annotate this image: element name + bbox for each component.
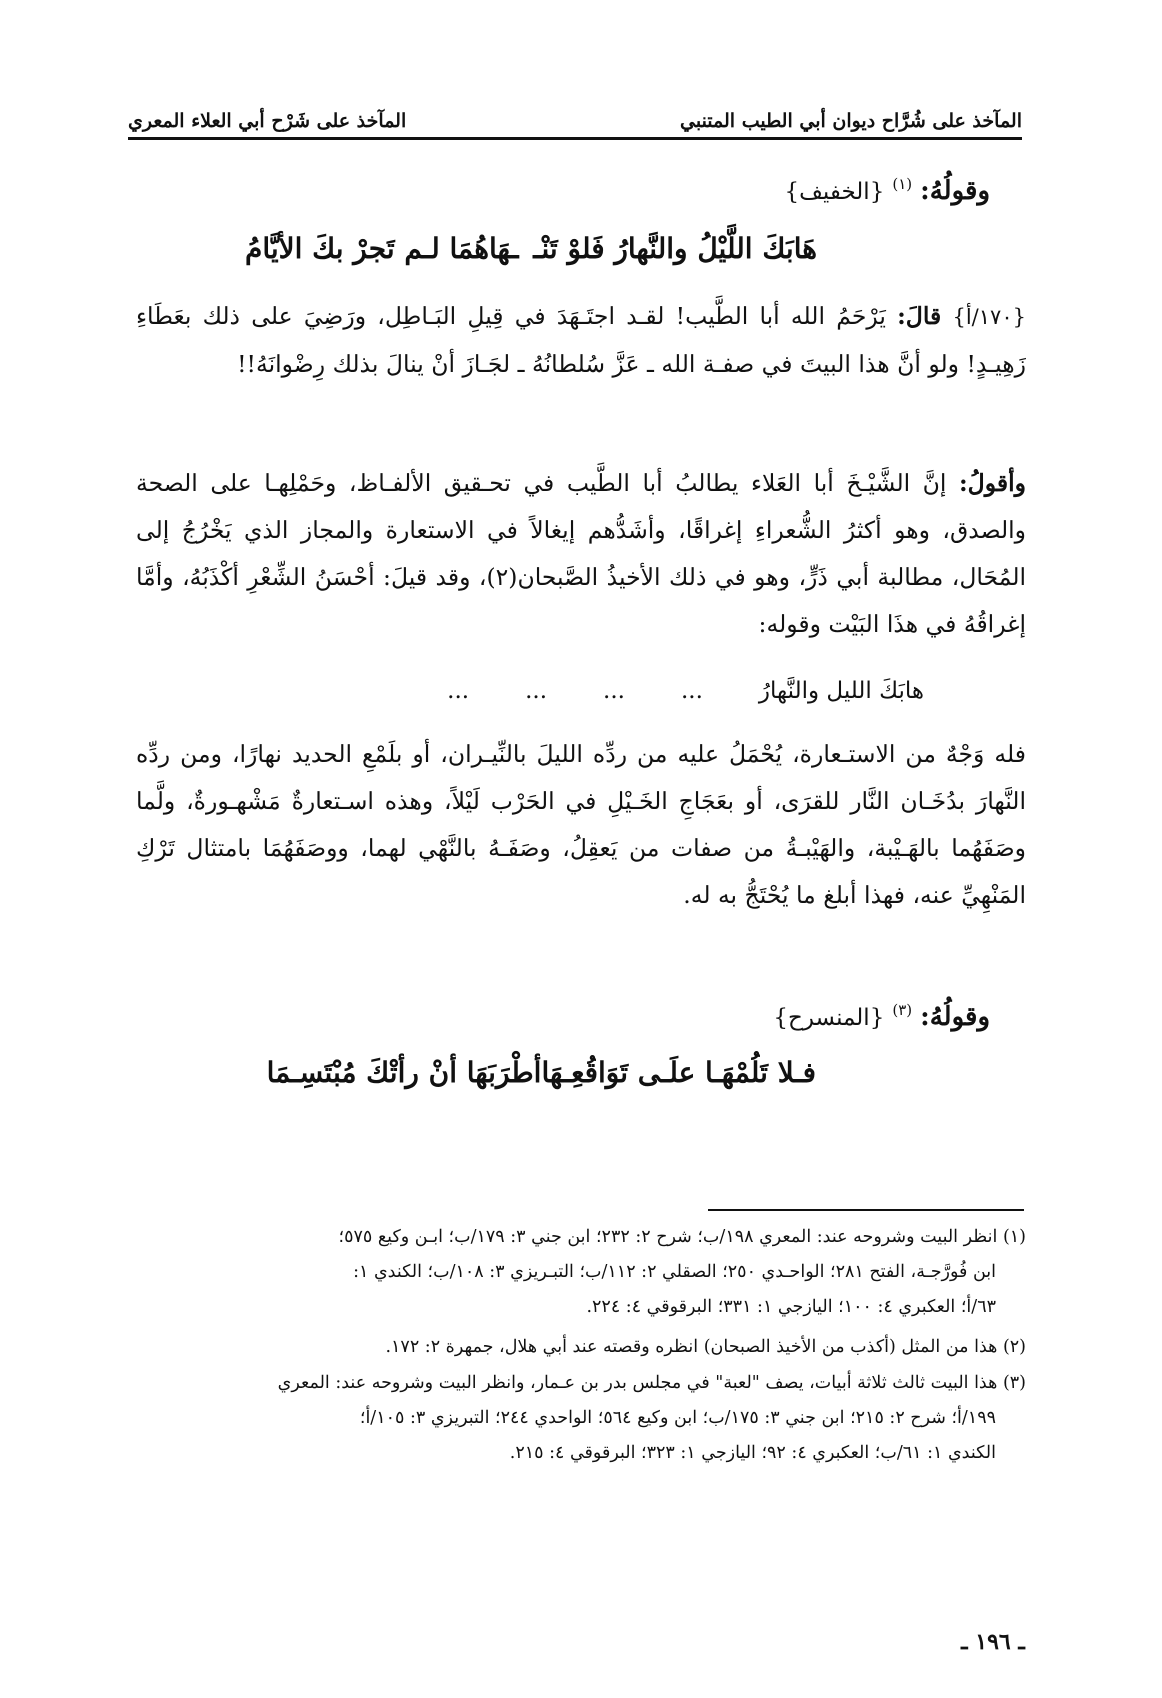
header-chapter-title: المآخذ على شَرْح أبي العلاء المعري (128, 110, 407, 132)
manuscript-ref: {١٧٠/أ} (952, 305, 1026, 329)
verse-second-hemistich: أطْرَبَهَا أنْ رأتْكَ مُبْتَسِـمَا (266, 1056, 542, 1089)
footnote-number: (٢) (1002, 1337, 1026, 1357)
footnote-line: ابن فُورَّجـة، الفتح ٢٨١؛ الواحـدي ٢٥٠؛ الصقلي ٢: ١١٢/ب؛ التبـريزي ٣: ١٠٨/ب؛ الكندي ١: (353, 1262, 996, 1282)
footnote-2 (136, 1330, 1026, 1365)
meter-name: {المنسرح} (773, 1005, 885, 1031)
paragraph-text: إنَّ الشَّيْـخَ أبا العَلاء يطالبُ أبا الطَّيب في تحـقيق الألفـاظ، وحَمْلِهـا على الصحة والصدق، وهو أكثرُ الشُّعراءِ إغراقًا، وأشَدُّهم إيغالاً في الاستعارة والمجاز الذي يَخْرُجُ إلى المُحَال، مطالبة أبي ذَرٍّ، وهو في ذلك الأخيذُ الصَّبحان(٢)، وقد قيلَ: أحْسَنُ الشِّعْرِ أكْذَبُهُ، وأمَّا إغراقُهُ في هذَا البَيْت وقوله: (136, 469, 1027, 638)
paragraph-text: يَرْحَمُ الله أبا الطَّيب! لقـد اجتَـهَدَ في قِيلِ البَـاطِل، ورَضِيَ على ذلك بعَطَاءِ زَهِيـدٍ! ولو أنَّ هذا البيتَ في صفـة الله ـ عَزَّ سُلطانُهُ ـ لجَـازَ أنْ ينالَ بذلك رِضْوانَهُ!! (136, 302, 1026, 378)
footnote-number: (١) (1002, 1227, 1026, 1247)
commentary-paragraph-2 (136, 460, 1026, 648)
commentary-paragraph-1 (136, 293, 1026, 388)
meter-name: {الخفيف} (784, 179, 885, 205)
footnote-text: هذا من المثل (أكذب من الأخيذ الصبحان) انظره وقصته عند أبي هلال، جمهرة ٢: ١٧٢. (385, 1337, 998, 1357)
ellipsis: ... (525, 678, 548, 704)
page-number: ـ ١٩٦ ـ (961, 1629, 1025, 1655)
footnote-text: هذا البيت ثالث ثلاثة أبيات، يصف "لعبة" في مجلس بدر بن عـمار، وانظر البيت وشروحه عند: المعري (277, 1373, 998, 1393)
footnote-mark: (١) (892, 175, 913, 193)
intro-label: وقولُهُ: (920, 1002, 990, 1032)
footnote-text: انظر البيت وشروحه عند: المعري ١٩٨/ب؛ شرح ٢: ٢٣٢؛ ابن جني ٣: ١٧٩/ب؛ ابـن وكيع ٥٧٥؛ (338, 1227, 998, 1247)
footnote-separator (708, 1209, 1024, 1211)
footnote-line: ٦٣/أ؛ العكبري ٤: ١٠٠؛ اليازجي ١: ٣٣١؛ البرقوقي ٤: ٢٢٤. (586, 1297, 996, 1317)
footnote-1 (136, 1220, 1026, 1325)
verse-2 (268, 1056, 816, 1089)
intro-label: وقولُهُ: (920, 176, 990, 206)
quoted-verse (447, 678, 924, 704)
footnote-line: الكندي ١: ٦١/ب؛ العكبري ٤: ٩٢؛ اليازجي ١: ٣٢٣؛ البرقوقي ٤: ٢١٥. (509, 1443, 996, 1463)
verse-intro-2 (773, 1002, 990, 1032)
header-book-title: المآخذ على شُرَّاح ديوان أبي الطيب المتنبي (680, 110, 1022, 132)
paragraph-text: فله وَجْهٌ من الاستـعارة، يُحْمَلُ عليه من ردِّه الليلَ بالنِّيـران، أو بلَمْعِ الحديد نهارًا، ومن ردِّه النَّهارَ بدُخَـان النَّار للقرَى، أو بعَجَاجِ الخَـيْلِ في الحَرْب لَيْلاً، وهذه اسـتعارةٌ مَشْهـورةٌ، ولَّما وصَفَهُما بالهَـيْبة، والهَيْبـةُ من صفات من يَعقِلُ، وصَفَـهُ بالنَّهْي لهما، ووصَفَهُمَا بامتثال تَرْكِ المَنْهِيِّ عنه، فهذا أبلغ ما يُحْتَجُّ به له. (136, 740, 1026, 909)
paragraph-lead: وأقولُ: (958, 469, 1026, 497)
verse-intro-1 (784, 176, 990, 206)
footnote-line: ١٩٩/أ؛ شرح ٢: ٢١٥؛ ابن جني ٣: ١٧٥/ب؛ ابن وكيع ٥٦٤؛ الواحدي ٢٤٤؛ التبريزي ٣: ١٠٥/أ؛ (359, 1408, 996, 1428)
quote-text: هابَكَ الليل والنَّهارُ (758, 678, 924, 704)
footnote-line (136, 1366, 1026, 1401)
commentary-paragraph-3 (136, 731, 1026, 919)
footnote-number: (٣) (1002, 1373, 1026, 1393)
ellipsis: ... (680, 678, 703, 704)
paragraph-lead: قالَ: (897, 302, 942, 330)
footnote-line (136, 1220, 1026, 1255)
verse-second-hemistich: ـهَاهُمَا لـم تَجرْ بكَ الأيَّامُ (245, 232, 519, 265)
footnote-line (136, 1330, 1026, 1365)
ellipsis: ... (603, 678, 625, 704)
ellipsis: ... (447, 678, 470, 704)
header-rule (128, 137, 1022, 140)
verse-first-hemistich: فـلا تَلُمْهَـا علَـى تَوَاقُعِـهَا (541, 1056, 816, 1089)
running-header (128, 92, 1022, 132)
verse-first-hemistich: هَابَكَ اللَّيْلُ والنَّهارُ فَلوْ تَنْـ (533, 232, 817, 265)
verse-1 (245, 232, 817, 265)
footnote-3 (136, 1366, 1026, 1471)
footnote-mark: (٣) (892, 1001, 913, 1019)
